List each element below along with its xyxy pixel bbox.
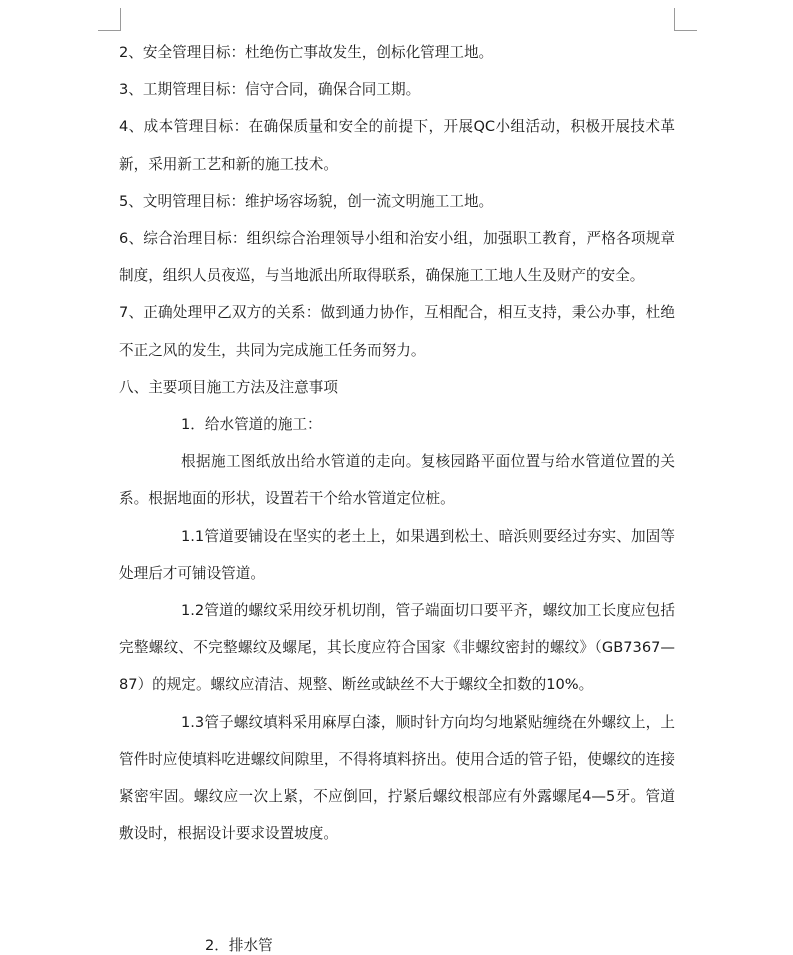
cut-off-text: 2．排水管: [205, 937, 273, 954]
paragraph-1-3: 1.3管子螺纹填料采用麻厚白漆，顺时针方向均匀地紧贴缠绕在外螺纹上，上管件时应使填料吃进螺纹间隙里，不得将填料挤出。使用合适的管子铅，使螺纹的连接紧密牢固。螺纹应一次上紧，不应倒回，拧紧后螺纹根部应有外露螺尾4—5牙。管道敷设时，根据设计要求设置坡度。: [119, 713, 675, 843]
margin-corner-top-right: [674, 8, 697, 31]
paragraph-cost-goal: 4、成本管理目标：在确保质量和安全的前提下，开展QC小组活动，积极开展技术革新，采用新工艺和新的施工技术。: [119, 118, 675, 173]
section-heading: 八、主要项目施工方法及注意事项: [119, 378, 338, 396]
paragraph-governance-goal: 6、综合治理目标：组织综合治理领导小组和治安小组，加强职工教育，严格各项规章制度，组织人员夜巡，与当地派出所取得联系，确保施工工地人生及财产的安全。: [119, 230, 675, 285]
paragraph-layout: 根据施工图纸放出给水管道的走向。复核园路平面位置与给水管道位置的关系。根据地面的形状，设置若干个给水管道定位桩。: [119, 453, 675, 508]
paragraph-civilized-goal: 5、文明管理目标：维护场容场貌，创一流文明施工工地。: [119, 192, 494, 210]
paragraph-relationship: 7、正确处理甲乙双方的关系：做到通力协作，互相配合，相互支持，秉公办事，杜绝不正之风的发生，共同为完成施工任务而努力。: [119, 304, 675, 359]
paragraph-1-1: 1.1管道要铺设在坚实的老土上，如果遇到松土、暗浜则要经过夯实、加固等处理后才可铺设管道。: [119, 527, 675, 582]
paragraph-1-2: 1.2管道的螺纹采用绞牙机切削，管子端面切口要平齐，螺纹加工长度应包括完整螺纹、不完整螺纹及螺尾，其长度应符合国家《非螺纹密封的螺纹》（GB7367—87）的规定。螺纹应清洁、规整、断丝或缺丝不大于螺纹全扣数的10%。: [119, 602, 675, 694]
margin-corner-top-left: [98, 8, 121, 31]
cut-off-line: [205, 926, 297, 954]
document-body: [119, 34, 675, 852]
paragraph-safety-goal: 2、安全管理目标：杜绝伤亡事故发生，创标化管理工地。: [119, 44, 494, 61]
subsection-heading: 1．给水管道的施工：: [181, 416, 322, 434]
paragraph-schedule-goal: 3、工期管理目标：信守合同，确保合同工期。: [119, 81, 421, 99]
